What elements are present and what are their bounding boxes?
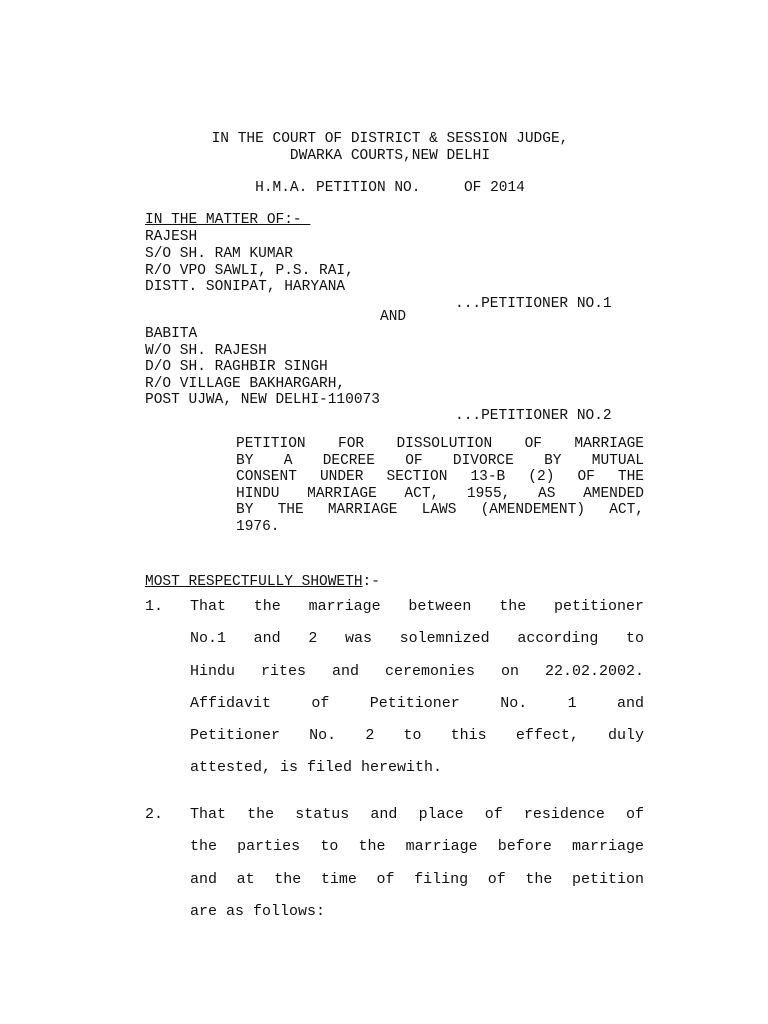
subject-line: 1976. <box>236 518 280 535</box>
and-separator: AND <box>380 309 407 325</box>
paragraph-number: 2. <box>145 806 164 823</box>
subject-line: HINDU MARRIAGE ACT, 1955, AS AMENDED <box>236 485 644 502</box>
paragraph-line: and at the time of filing of the petition <box>190 870 644 888</box>
subject-line: PETITION FOR DISSOLUTION OF MARRIAGE <box>236 436 644 452</box>
paragraph-line: Affidavit of Petitioner No. 1 and <box>190 694 644 712</box>
petitioner2-name: BABITA <box>145 326 198 342</box>
petitioner2-address-line2: POST UJWA, NEW DELHI-110073 <box>145 392 380 408</box>
paragraph-line: Petitioner No. 2 to this effect, duly <box>190 727 644 745</box>
petitioner1-address-line2: DISTT. SONIPAT, HARYANA <box>145 279 346 295</box>
petition-number: H.M.A. PETITION NO. OF 2014 <box>255 180 525 196</box>
showeth-heading-suffix: :- <box>362 574 380 590</box>
petitioner1-address-line1: R/O VPO SAWLI, P.S. RAI, <box>145 263 354 279</box>
paragraph-line: That the marriage between the petitioner <box>190 598 644 615</box>
petitioner2-relation-husband: W/O SH. RAJESH <box>145 343 267 359</box>
paragraph-line: That the status and place of residence of <box>190 806 644 823</box>
showeth-heading-text: MOST RESPECTFULLY SHOWETH <box>145 574 363 590</box>
subject-line: CONSENT UNDER SECTION 13-B (2) OF THE <box>236 469 644 485</box>
subject-line: BY THE MARRIAGE LAWS (AMENDEMENT) ACT, <box>236 502 644 518</box>
petitioner1-label: ...PETITIONER NO.1 <box>455 296 612 312</box>
petitioner2-relation-father: D/O SH. RAGHBIR SINGH <box>145 359 328 375</box>
paragraph-number: 1. <box>145 598 164 615</box>
showeth-heading <box>145 574 380 591</box>
subject-line: BY A DECREE OF DIVORCE BY MUTUAL <box>236 452 644 469</box>
petitioner1-relation: S/O SH. RAM KUMAR <box>145 246 293 262</box>
matter-heading: IN THE MATTER OF:- <box>145 212 311 228</box>
paragraph-line: Hindu rites and ceremonies on 22.02.2002. <box>190 662 644 680</box>
petition-subject <box>236 436 644 535</box>
paragraph-body <box>190 598 644 792</box>
petitioner2-label: ...PETITIONER NO.2 <box>455 408 612 424</box>
paragraph-line: the parties to the marriage before marriage <box>190 838 644 856</box>
court-name-line: IN THE COURT OF DISTRICT & SESSION JUDGE, <box>211 131 569 147</box>
petitioner1-name: RAJESH <box>145 229 198 245</box>
petitioner2-address-line1: R/O VILLAGE BAKHARGARH, <box>145 376 346 392</box>
paragraph-line: are as follows: <box>190 902 326 920</box>
court-location-line: DWARKA COURTS,NEW DELHI <box>289 148 491 164</box>
paragraph-body <box>190 806 644 935</box>
paragraph-line: No.1 and 2 was solemnized according to <box>190 630 644 648</box>
paragraph-line: attested, is filed herewith. <box>190 759 443 777</box>
